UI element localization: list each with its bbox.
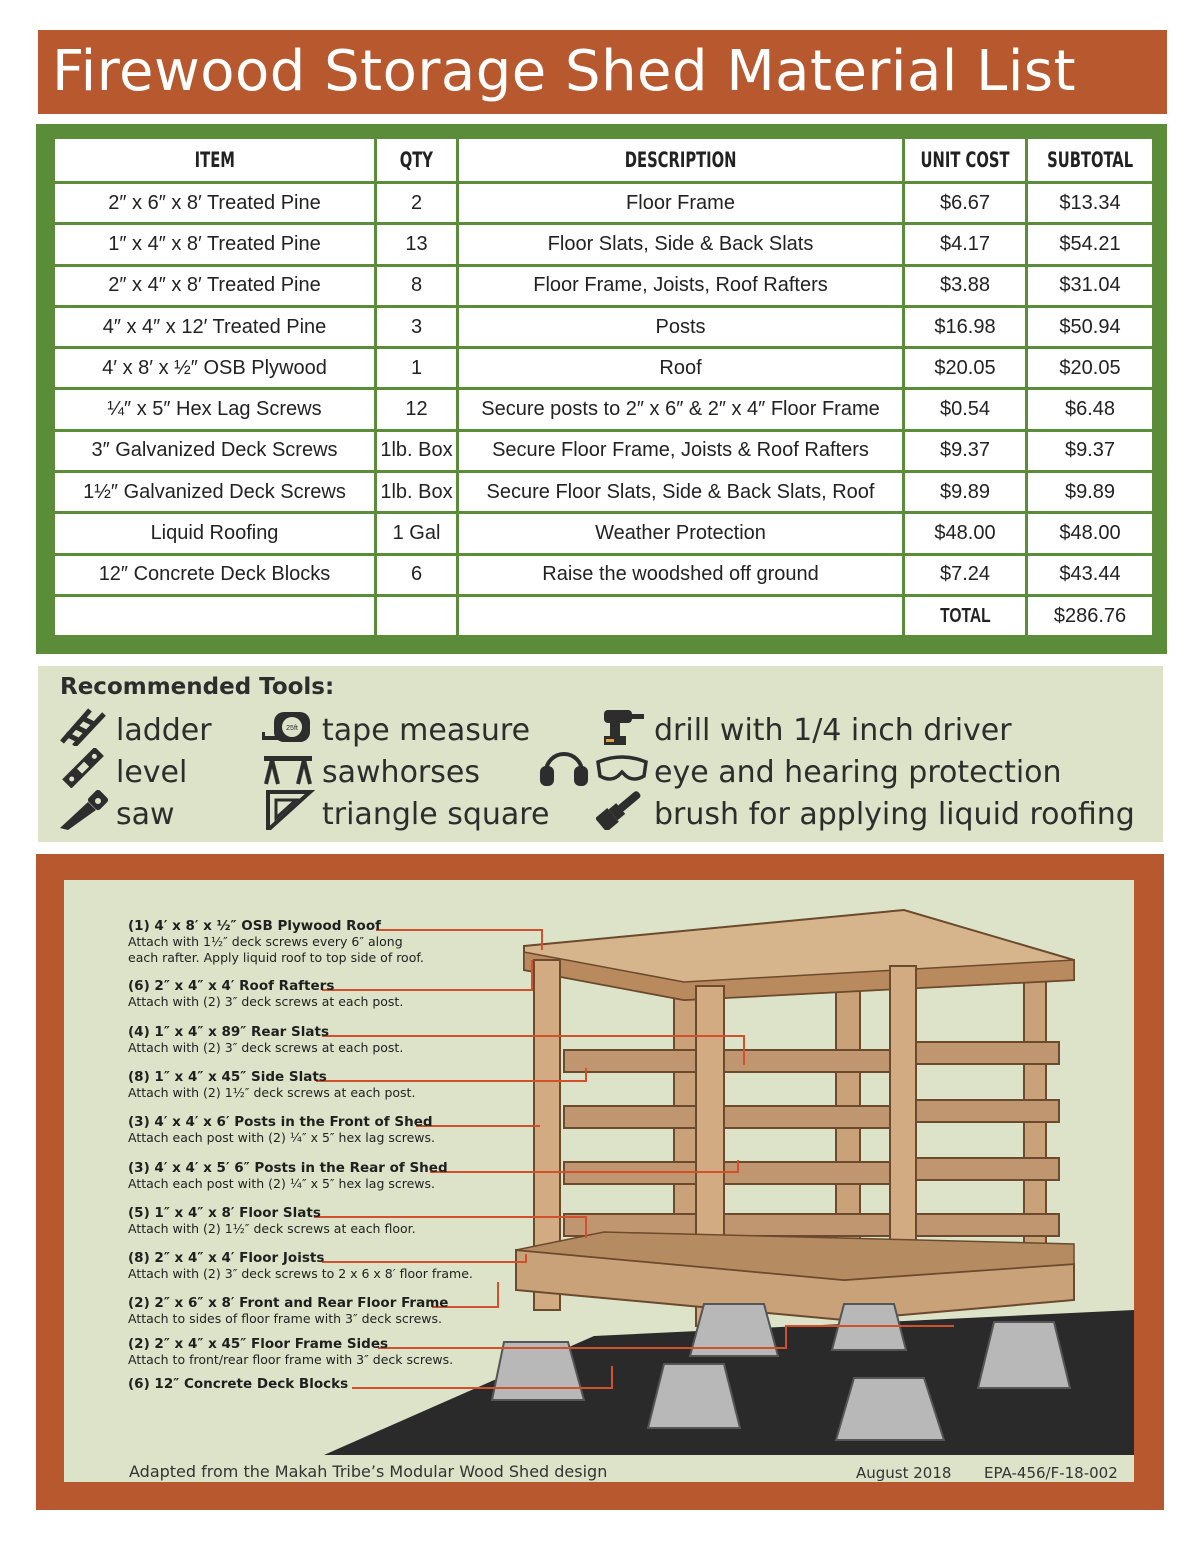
total-label: TOTAL	[904, 596, 1027, 637]
callout-description: Attach with (2) 3″ deck screws at each post.	[128, 1040, 404, 1055]
ear-protection-icon	[538, 748, 590, 796]
tool-tape-measure	[260, 710, 530, 750]
header-item: ITEM	[54, 138, 376, 183]
diagram-callout	[128, 1205, 416, 1237]
safety-glasses-icon	[596, 748, 648, 796]
unit-cost-cell: $16.98	[904, 306, 1027, 347]
total-empty-cell	[458, 596, 904, 637]
callout-title: (5) 1″ x 4″ x 8′ Floor Slats	[128, 1205, 321, 1221]
callout-description: Attach to front/rear floor frame with 3″ deck screws.	[128, 1352, 454, 1367]
tool-sawhorses	[260, 752, 480, 792]
tools-heading: Recommended Tools:	[60, 674, 335, 700]
diagram-callout	[128, 1024, 403, 1056]
tool-drill	[596, 710, 1012, 750]
material-table	[52, 136, 1155, 638]
tool-label: saw	[116, 796, 175, 832]
subtotal-cell: $48.00	[1027, 513, 1154, 554]
tool-eye-hearing-protection	[538, 752, 1062, 792]
callout-title: (2) 2″ x 6″ x 8′ Front and Rear Floor Frame	[128, 1295, 449, 1311]
subtotal-cell: $9.37	[1027, 430, 1154, 471]
description-cell: Raise the woodshed off ground	[458, 554, 904, 595]
callout-description: Attach each post with (2) ¼″ x 5″ hex lag screws.	[128, 1176, 436, 1191]
diagram-callout	[128, 1336, 453, 1368]
diagram-callout	[128, 1069, 415, 1101]
header-unit-cost: UNIT COST	[904, 138, 1027, 183]
subtotal-cell: $6.48	[1027, 389, 1154, 430]
shed-diagram	[64, 880, 1134, 1482]
table-row	[54, 265, 1154, 306]
ladder-icon	[58, 706, 110, 754]
tool-level	[58, 752, 187, 792]
qty-cell: 8	[376, 265, 458, 306]
callout-description: Attach with 1½″ deck screws every 6″ along	[128, 934, 403, 949]
item-cell: 2″ x 6″ x 8′ Treated Pine	[54, 183, 376, 224]
item-cell: 4′ x 8′ x ½″ OSB Plywood	[54, 348, 376, 389]
credit-date: August 2018	[856, 1464, 952, 1482]
description-cell: Posts	[458, 306, 904, 347]
unit-cost-cell: $6.67	[904, 183, 1027, 224]
triangle-square-icon	[260, 790, 316, 838]
subtotal-cell: $43.44	[1027, 554, 1154, 595]
diagram-frame	[36, 854, 1164, 1510]
diagram-callout	[128, 1376, 348, 1392]
tool-label: eye and hearing protection	[654, 754, 1062, 790]
total-empty-cell	[376, 596, 458, 637]
description-cell: Weather Protection	[458, 513, 904, 554]
paint-brush-icon	[596, 790, 648, 838]
unit-cost-cell: $9.89	[904, 472, 1027, 513]
callout-title: (6) 2″ x 4″ x 4′ Roof Rafters	[128, 978, 335, 994]
tool-triangle-square	[260, 794, 549, 834]
tool-brush	[596, 794, 1135, 834]
tool-label: sawhorses	[322, 754, 480, 790]
saw-icon	[58, 790, 110, 838]
table-row	[54, 306, 1154, 347]
table-row	[54, 224, 1154, 265]
tool-label: ladder	[116, 712, 212, 748]
description-cell: Secure posts to 2″ x 6″ & 2″ x 4″ Floor Frame	[458, 389, 904, 430]
description-cell: Floor Frame, Joists, Roof Rafters	[458, 265, 904, 306]
callout-description: each rafter. Apply liquid roof to top side of roof.	[128, 950, 424, 965]
unit-cost-cell: $4.17	[904, 224, 1027, 265]
subtotal-cell: $54.21	[1027, 224, 1154, 265]
subtotal-cell: $9.89	[1027, 472, 1154, 513]
qty-cell: 1lb. Box	[376, 472, 458, 513]
item-cell: 4″ x 4″ x 12′ Treated Pine	[54, 306, 376, 347]
qty-cell: 6	[376, 554, 458, 595]
diagram-callout	[128, 1250, 473, 1282]
page-title: Firewood Storage Shed Material List	[52, 39, 1077, 104]
tool-saw	[58, 794, 175, 834]
callout-title: (3) 4′ x 4′ x 5′ 6″ Posts in the Rear of Shed	[128, 1160, 448, 1176]
tape-measure-icon	[260, 706, 316, 754]
recommended-tools-panel	[38, 666, 1163, 842]
description-cell: Roof	[458, 348, 904, 389]
tool-label: drill with 1/4 inch driver	[654, 712, 1012, 748]
table-row	[54, 513, 1154, 554]
callout-title: (1) 4′ x 8′ x ½″ OSB Plywood Roof	[128, 918, 381, 934]
header-description: DESCRIPTION	[458, 138, 904, 183]
tool-label: brush for applying liquid roofing	[654, 796, 1135, 832]
callout-title: (4) 1″ x 4″ x 89″ Rear Slats	[128, 1024, 329, 1040]
title-banner	[38, 30, 1167, 114]
document-code: EPA-456/F-18-002	[984, 1464, 1118, 1482]
drill-icon	[596, 706, 648, 754]
qty-cell: 3	[376, 306, 458, 347]
callout-title: (3) 4′ x 4′ x 6′ Posts in the Front of Shed	[128, 1114, 433, 1130]
table-row	[54, 348, 1154, 389]
level-icon	[58, 748, 110, 796]
table-row	[54, 430, 1154, 471]
unit-cost-cell: $20.05	[904, 348, 1027, 389]
qty-cell: 1lb. Box	[376, 430, 458, 471]
header-subtotal: SUBTOTAL	[1027, 138, 1154, 183]
callout-title: (8) 1″ x 4″ x 45″ Side Slats	[128, 1069, 327, 1085]
callout-title: (6) 12″ Concrete Deck Blocks	[128, 1376, 349, 1392]
tool-label: tape measure	[322, 712, 531, 748]
unit-cost-cell: $9.37	[904, 430, 1027, 471]
callout-description: Attach with (2) 3″ deck screws to 2 x 6 x 8′ floor frame.	[128, 1266, 473, 1281]
callout-description: Attach with (2) 3″ deck screws at each post.	[128, 994, 404, 1009]
diagram-callout	[128, 918, 424, 966]
item-cell: 1½″ Galvanized Deck Screws	[54, 472, 376, 513]
description-cell: Secure Floor Slats, Side & Back Slats, Roof	[458, 472, 904, 513]
table-row	[54, 389, 1154, 430]
table-header-row	[54, 138, 1154, 183]
tool-label: level	[116, 754, 188, 790]
header-qty: QTY	[376, 138, 458, 183]
diagram-callout	[128, 1160, 448, 1192]
slats	[564, 1042, 1059, 1236]
table-row	[54, 183, 1154, 224]
material-table-frame	[36, 124, 1167, 654]
unit-cost-cell: $7.24	[904, 554, 1027, 595]
callout-description: Attach with (2) 1½″ deck screws at each floor.	[128, 1221, 416, 1236]
callout-description: Attach each post with (2) ¼″ x 5″ hex lag screws.	[128, 1130, 436, 1145]
table-row	[54, 554, 1154, 595]
callout-description: Attach to sides of floor frame with 3″ deck screws.	[128, 1311, 442, 1326]
diagram-callout	[128, 1114, 435, 1146]
total-value: $286.76	[1027, 596, 1154, 637]
qty-cell: 2	[376, 183, 458, 224]
item-cell: 3″ Galvanized Deck Screws	[54, 430, 376, 471]
qty-cell: 13	[376, 224, 458, 265]
description-cell: Floor Slats, Side & Back Slats	[458, 224, 904, 265]
subtotal-cell: $20.05	[1027, 348, 1154, 389]
tool-ladder	[58, 710, 212, 750]
callout-title: (2) 2″ x 4″ x 45″ Floor Frame Sides	[128, 1336, 389, 1352]
unit-cost-cell: $3.88	[904, 265, 1027, 306]
item-cell: ¼″ x 5″ Hex Lag Screws	[54, 389, 376, 430]
diagram-callout	[128, 1295, 448, 1327]
qty-cell: 1 Gal	[376, 513, 458, 554]
credit-source: Adapted from the Makah Tribe’s Modular Wood Shed design	[129, 1462, 608, 1481]
subtotal-cell: $13.34	[1027, 183, 1154, 224]
unit-cost-cell: $0.54	[904, 389, 1027, 430]
total-empty-cell	[54, 596, 376, 637]
subtotal-cell: $31.04	[1027, 265, 1154, 306]
description-cell: Secure Floor Frame, Joists & Roof Rafters	[458, 430, 904, 471]
tape-badge: 25ft	[286, 725, 298, 732]
tool-label: triangle square	[322, 796, 550, 832]
unit-cost-cell: $48.00	[904, 513, 1027, 554]
callout-description: Attach with (2) 1½″ deck screws at each post.	[128, 1085, 416, 1100]
sawhorses-icon	[260, 748, 316, 796]
callout-title: (8) 2″ x 4″ x 4′ Floor Joists	[128, 1250, 325, 1266]
item-cell: 1″ x 4″ x 8′ Treated Pine	[54, 224, 376, 265]
table-row	[54, 472, 1154, 513]
item-cell: Liquid Roofing	[54, 513, 376, 554]
item-cell: 2″ x 4″ x 8′ Treated Pine	[54, 265, 376, 306]
subtotal-cell: $50.94	[1027, 306, 1154, 347]
description-cell: Floor Frame	[458, 183, 904, 224]
total-row	[54, 596, 1154, 637]
qty-cell: 1	[376, 348, 458, 389]
item-cell: 12″ Concrete Deck Blocks	[54, 554, 376, 595]
diagram-callout	[128, 978, 403, 1010]
qty-cell: 12	[376, 389, 458, 430]
